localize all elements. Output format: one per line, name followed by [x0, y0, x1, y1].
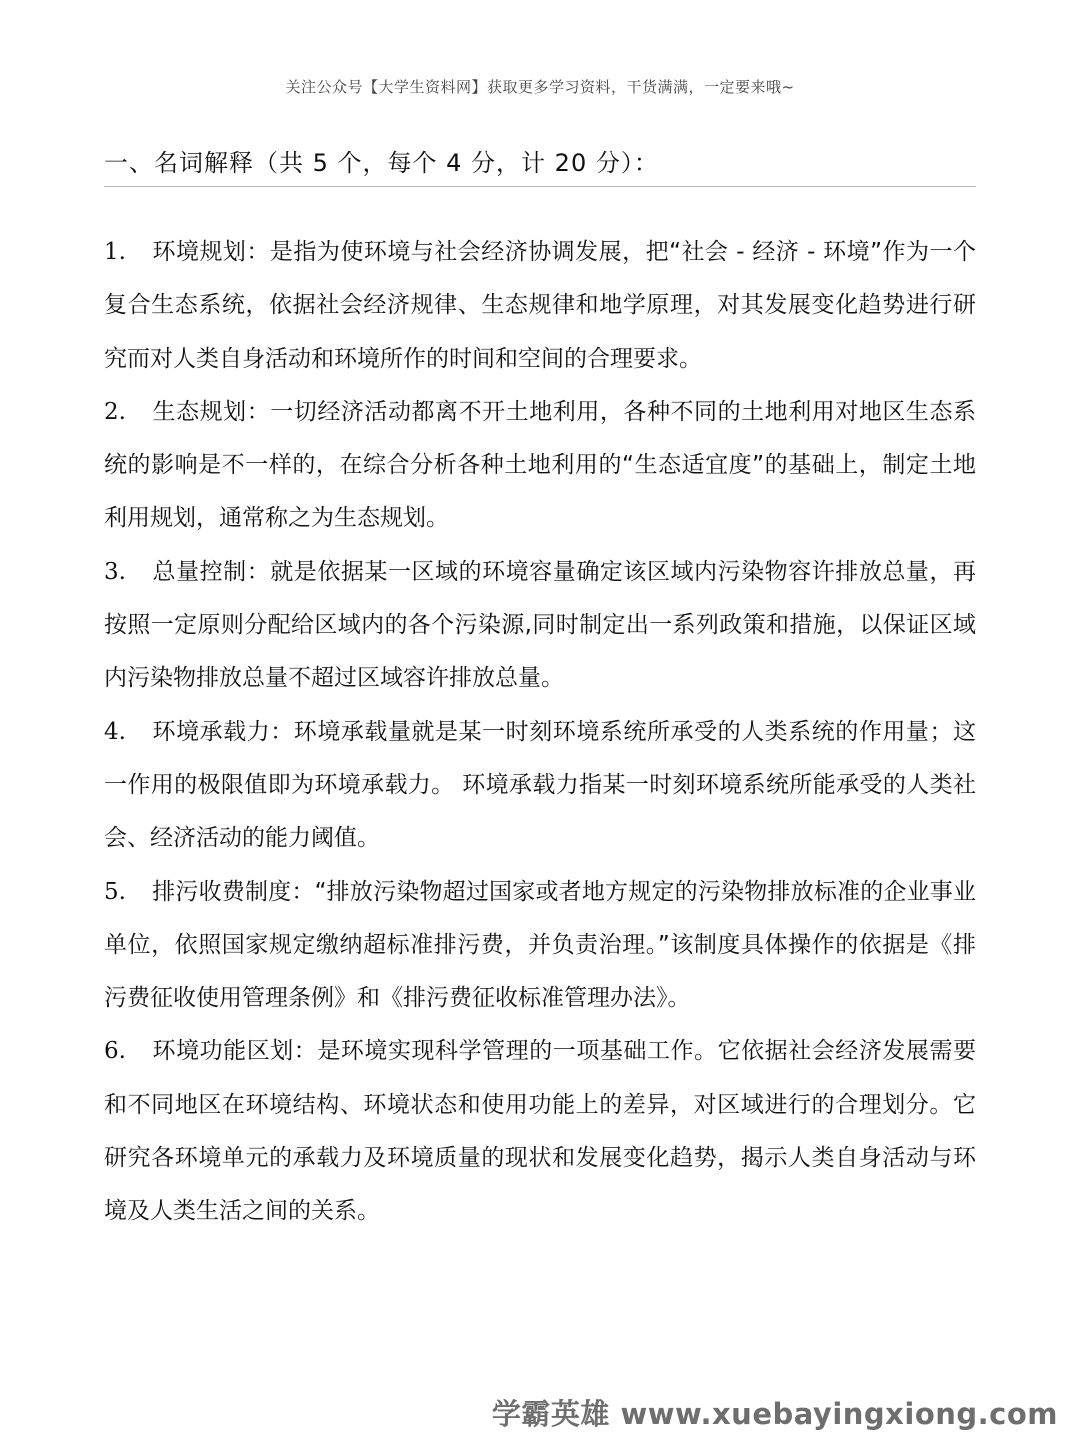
definition-item-3	[104, 546, 976, 706]
definition-item-5	[104, 866, 976, 1026]
footer-watermark	[492, 1392, 1058, 1433]
item-text: 环境功能区划：是环境实现科学管理的一项基础工作。它依据社会经济发展需要和不同地区在环境结构、环境状态和使用功能上的差异，对区域进行的合理划分。它研究各环境单元的承载力及环境质量的现状和发展变化趋势，揭示人类自身活动与环境及人类生活之间的关系。	[104, 1038, 976, 1225]
item-number: 3.	[104, 558, 126, 585]
definition-list	[104, 226, 976, 1239]
definition-item-6	[104, 1025, 976, 1238]
title-divider	[104, 186, 976, 187]
definition-item-1	[104, 226, 976, 386]
brand-url: www.xuebayingxiong.com	[620, 1397, 1058, 1431]
item-text: 排污收费制度：“排放污染物超过国家或者地方规定的污染物排放标准的企业事业单位，依照国家规定缴纳超标准排污费，并负责治理。”该制度具体操作的依据是《排污费征收使用管理条例》和《排污费征收标准管理办法》。	[104, 878, 976, 1012]
item-number: 5.	[104, 878, 126, 905]
top-notice: 关注公众号【大学生资料网】获取更多学习资料，干货满满，一定要来哦~	[285, 78, 795, 96]
item-text: 环境承载力：环境承载量就是某一时刻环境系统所承受的人类系统的作用量；这一作用的极限值即为环境承载力。 环境承载力指某一时刻环境系统所能承受的人类社会、经济活动的能力阈值。	[104, 718, 976, 852]
item-number: 1.	[104, 239, 126, 265]
section-title: 一、名词解释（共 5 个，每个 4 分，计 20 分）：	[104, 149, 659, 177]
definition-item-4	[104, 706, 976, 866]
item-number: 6.	[104, 1038, 126, 1065]
definition-item-2	[104, 386, 976, 546]
item-text: 环境规划：是指为使环境与社会经济协调发展，把“社会 - 经济 - 环境”作为一个复合生态系统，依据社会经济规律、生态规律和地学原理，对其发展变化趋势进行研究而对人类自身活动和环境所作的时间和空间的合理要求。	[104, 239, 976, 372]
item-number: 2.	[104, 398, 126, 425]
item-text: 总量控制：就是依据某一区域的环境容量确定该区域内污染物容许排放总量，再按照一定原则分配给区域内的各个污染源,同时制定出一系列政策和措施，以保证区域内污染物排放总量不超过区域容许排放总量。	[104, 558, 976, 692]
item-number: 4.	[104, 718, 126, 745]
brand-name: 学霸英雄	[491, 1397, 610, 1431]
item-text: 生态规划：一切经济活动都离不开土地利用，各种不同的土地利用对地区生态系统的影响是不一样的，在综合分析各种土地利用的“生态适宜度”的基础上，制定土地利用规划，通常称之为生态规划。	[104, 398, 976, 532]
